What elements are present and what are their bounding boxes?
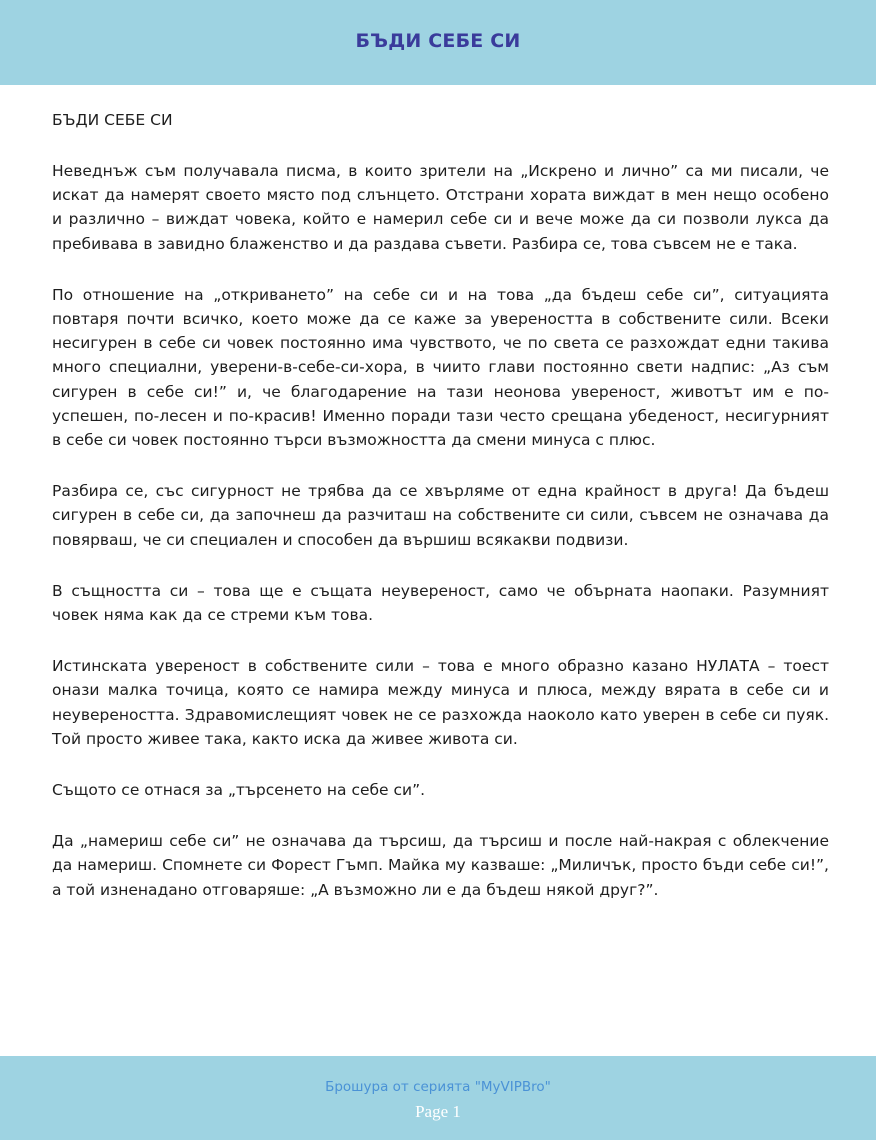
- document-body: [52, 108, 829, 929]
- header-title: БЪДИ СЕБЕ СИ: [355, 30, 521, 52]
- paragraph: В същността си – това ще е същата неувереност, само че обърната наопаки. Разумният човек няма как да се стреми към това.: [52, 581, 829, 625]
- paragraph: Истинската увереност в собствените сили – това е много образно казано НУЛАТА – тоест онази малка точица, която се намира между минуса и плюса, между вярата в себе си и неувереността. Здравомислещият човек не се разхожда наоколо като уверен в себе си пуяк. Той просто живее така, както иска да живее живота си.: [52, 657, 829, 748]
- paragraph: По отношение на „откриването” на себе си и на това „да бъдеш себе си”, ситуацията повтаря почти всичко, което може да се каже за увереността в собствените сили. Всеки несигурен в себе си човек постоянно има чувството, че по света се разхождат едни такива много специални, уверени-в-себе-си-хора, в чиито глави постоянно свети надпис: „Аз съм сигурен в себе си!” и, че благодарение на тази неонова увереност, животът им е по-успешен, по-лесен и по-красив! Именно поради тази често срещана убеденост, несигурният в себе си човек постоянно търси възможността да смени минуса с плюс.: [52, 285, 829, 450]
- brochure-series-label: Брошура от серията "MyVIPBro": [325, 1079, 551, 1095]
- page-header: [0, 0, 876, 85]
- paragraph: Разбира се, със сигурност не трябва да се хвърляме от една крайност в друга! Да бъдеш сигурен в себе си, да започнеш да разчиташ на собствените си сили, съвсем не означава да повярваш, че си специален и способен да вършиш всякакви подвизи.: [52, 482, 829, 549]
- page-footer: [0, 1056, 876, 1140]
- document-heading: БЪДИ СЕБЕ СИ: [52, 111, 173, 129]
- paragraph: Неведнъж съм получавала писма, в които зрители на „Искрено и лично” са ми писали, че искат да намерят своето място под слънцето. Отстрани хората виждат в мен нещо особено и различно – виждат човека, който е намерил себе си и вече може да си позволи лукса да пребивава в завидно блаженство и да раздава съвети. Разбира се, това съвсем не е така.: [52, 162, 829, 253]
- paragraph: Да „намериш себе си” не означава да търсиш, да търсиш и после най-накрая с облекчение да намериш. Спомнете си Форест Гъмп. Майка му казваше: „Миличък, просто бъди себе си!”, а той изненадано отговаряше: „А възможно ли е да бъдеш някой друг?”.: [52, 832, 829, 899]
- paragraph: Същото се отнася за „търсенето на себе си”.: [52, 781, 426, 800]
- page-number: Page 1: [415, 1102, 461, 1121]
